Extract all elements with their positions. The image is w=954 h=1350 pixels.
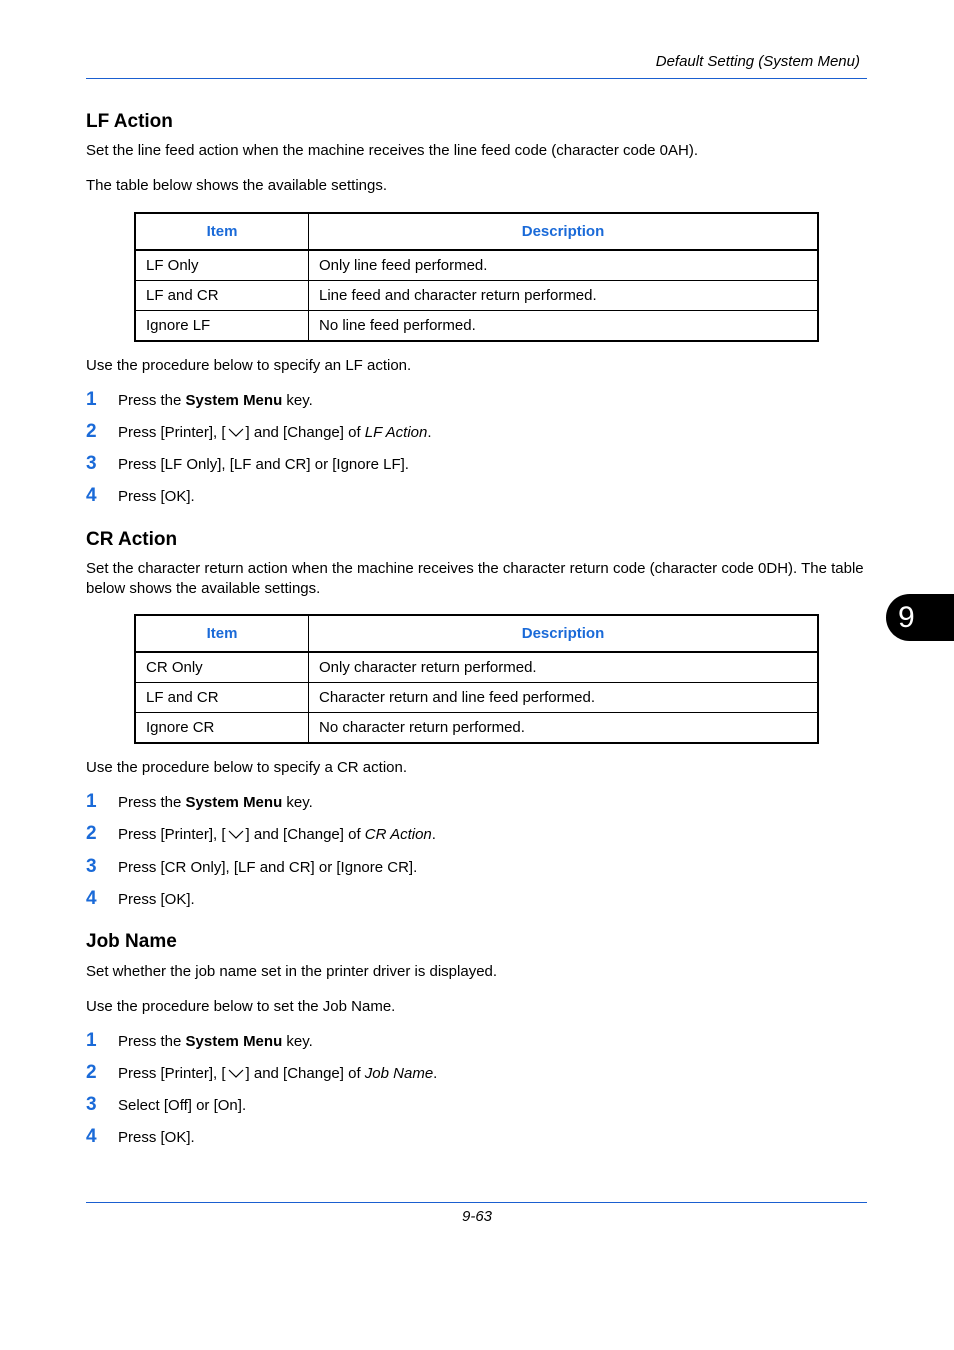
table-cell-description: Line feed and character return performed. <box>309 281 819 311</box>
table-row <box>135 683 818 713</box>
chevron-down-icon <box>227 827 245 847</box>
step-number: 2 <box>86 823 97 844</box>
lf-procedure-intro: Use the procedure below to specify an LF action. <box>86 357 412 374</box>
table-cell-item: LF and CR <box>135 683 309 713</box>
step-text <box>118 825 436 847</box>
table-cell-description: Character return and line feed performed. <box>309 683 819 713</box>
setting-name: CR Action <box>364 826 432 843</box>
job-name-procedure-intro: Use the procedure below to set the Job Name. <box>86 998 396 1015</box>
step-number: 2 <box>86 1062 97 1083</box>
step-number: 3 <box>86 1094 97 1115</box>
step-text-part: ] and [Change] of <box>245 424 365 441</box>
step-number: 3 <box>86 856 97 877</box>
chapter-number: 9 <box>898 601 915 634</box>
chapter-tab <box>886 594 954 641</box>
step-text-part: . <box>433 1065 438 1082</box>
step-text <box>118 793 313 813</box>
cr-action-intro: Set the character return action when the machine receives the character return code (character code 0DH). The table below shows the available settings. <box>86 560 864 597</box>
step-text <box>118 423 432 445</box>
system-menu-key-label: System Menu <box>185 1033 283 1050</box>
step-text: Press [LF Only], [LF and CR] or [Ignore LF]. <box>118 456 409 473</box>
table-row <box>135 250 818 281</box>
step-text-part: . <box>427 424 432 441</box>
step-number: 1 <box>86 389 97 410</box>
table-cell-item: LF and CR <box>135 281 309 311</box>
table-cell-item: Ignore CR <box>135 713 309 744</box>
lf-settings-table <box>134 212 819 342</box>
table-header-row <box>135 213 818 250</box>
step-number: 1 <box>86 791 97 812</box>
job-name-intro: Set whether the job name set in the printer driver is displayed. <box>86 963 498 980</box>
header-rule <box>86 78 867 79</box>
step-text: Press [OK]. <box>118 488 195 505</box>
chevron-down-icon <box>227 425 245 445</box>
step-text-part: Press the <box>118 1033 186 1050</box>
col-item-header: Item <box>135 213 309 250</box>
step-text-part: . <box>431 826 436 843</box>
step-text-part: Press the <box>118 794 186 811</box>
lf-action-intro: Set the line feed action when the machine receives the line feed code (character code 0AH). <box>86 142 699 159</box>
system-menu-key-label: System Menu <box>185 392 283 409</box>
col-description-header: Description <box>309 615 819 652</box>
table-cell-description: Only line feed performed. <box>309 250 819 281</box>
lf-action-heading: LF Action <box>86 111 173 132</box>
step-text: Press [OK]. <box>118 1129 195 1146</box>
table-cell-description: No line feed performed. <box>309 311 819 342</box>
step-text-part: key. <box>282 392 313 409</box>
table-cell-description: Only character return performed. <box>309 652 819 683</box>
col-item-header: Item <box>135 615 309 652</box>
step-text-part: Press [Printer], [ <box>118 826 226 843</box>
step-text-part: ] and [Change] of <box>245 1065 365 1082</box>
job-name-heading: Job Name <box>86 931 177 952</box>
step-text <box>118 1064 437 1086</box>
footer-rule <box>86 1202 867 1203</box>
step-text-part: Press the <box>118 392 186 409</box>
step-number: 4 <box>86 485 97 506</box>
step-number: 3 <box>86 453 97 474</box>
setting-name: LF Action <box>364 424 428 441</box>
step-number: 1 <box>86 1030 97 1051</box>
step-number: 2 <box>86 421 97 442</box>
table-row <box>135 652 818 683</box>
step-text <box>118 1032 313 1052</box>
setting-name: Job Name <box>364 1065 434 1082</box>
running-header: Default Setting (System Menu) <box>655 53 860 70</box>
step-text <box>118 391 313 411</box>
step-text: Press [CR Only], [LF and CR] or [Ignore CR]. <box>118 859 418 876</box>
col-description-header: Description <box>309 213 819 250</box>
step-text-part: Press [Printer], [ <box>118 1065 226 1082</box>
table-cell-item: CR Only <box>135 652 309 683</box>
step-text-part: key. <box>282 1033 313 1050</box>
table-header-row <box>135 615 818 652</box>
table-cell-description: No character return performed. <box>309 713 819 744</box>
step-text-part: Press [Printer], [ <box>118 424 226 441</box>
chevron-down-icon <box>227 1066 245 1086</box>
step-text-part: key. <box>282 794 313 811</box>
cr-action-heading: CR Action <box>86 529 178 550</box>
system-menu-key-label: System Menu <box>185 794 283 811</box>
table-row <box>135 311 818 342</box>
step-text-part: ] and [Change] of <box>245 826 365 843</box>
lf-table-intro: The table below shows the available settings. <box>86 177 388 194</box>
table-cell-item: LF Only <box>135 250 309 281</box>
step-number: 4 <box>86 1126 97 1147</box>
step-text: Select [Off] or [On]. <box>118 1097 247 1114</box>
step-text: Press [OK]. <box>118 891 195 908</box>
step-number: 4 <box>86 888 97 909</box>
cr-procedure-intro: Use the procedure below to specify a CR action. <box>86 759 407 776</box>
table-cell-item: Ignore LF <box>135 311 309 342</box>
page-number: 9-63 <box>461 1208 493 1225</box>
table-row <box>135 713 818 744</box>
table-row <box>135 281 818 311</box>
cr-settings-table <box>134 614 819 744</box>
